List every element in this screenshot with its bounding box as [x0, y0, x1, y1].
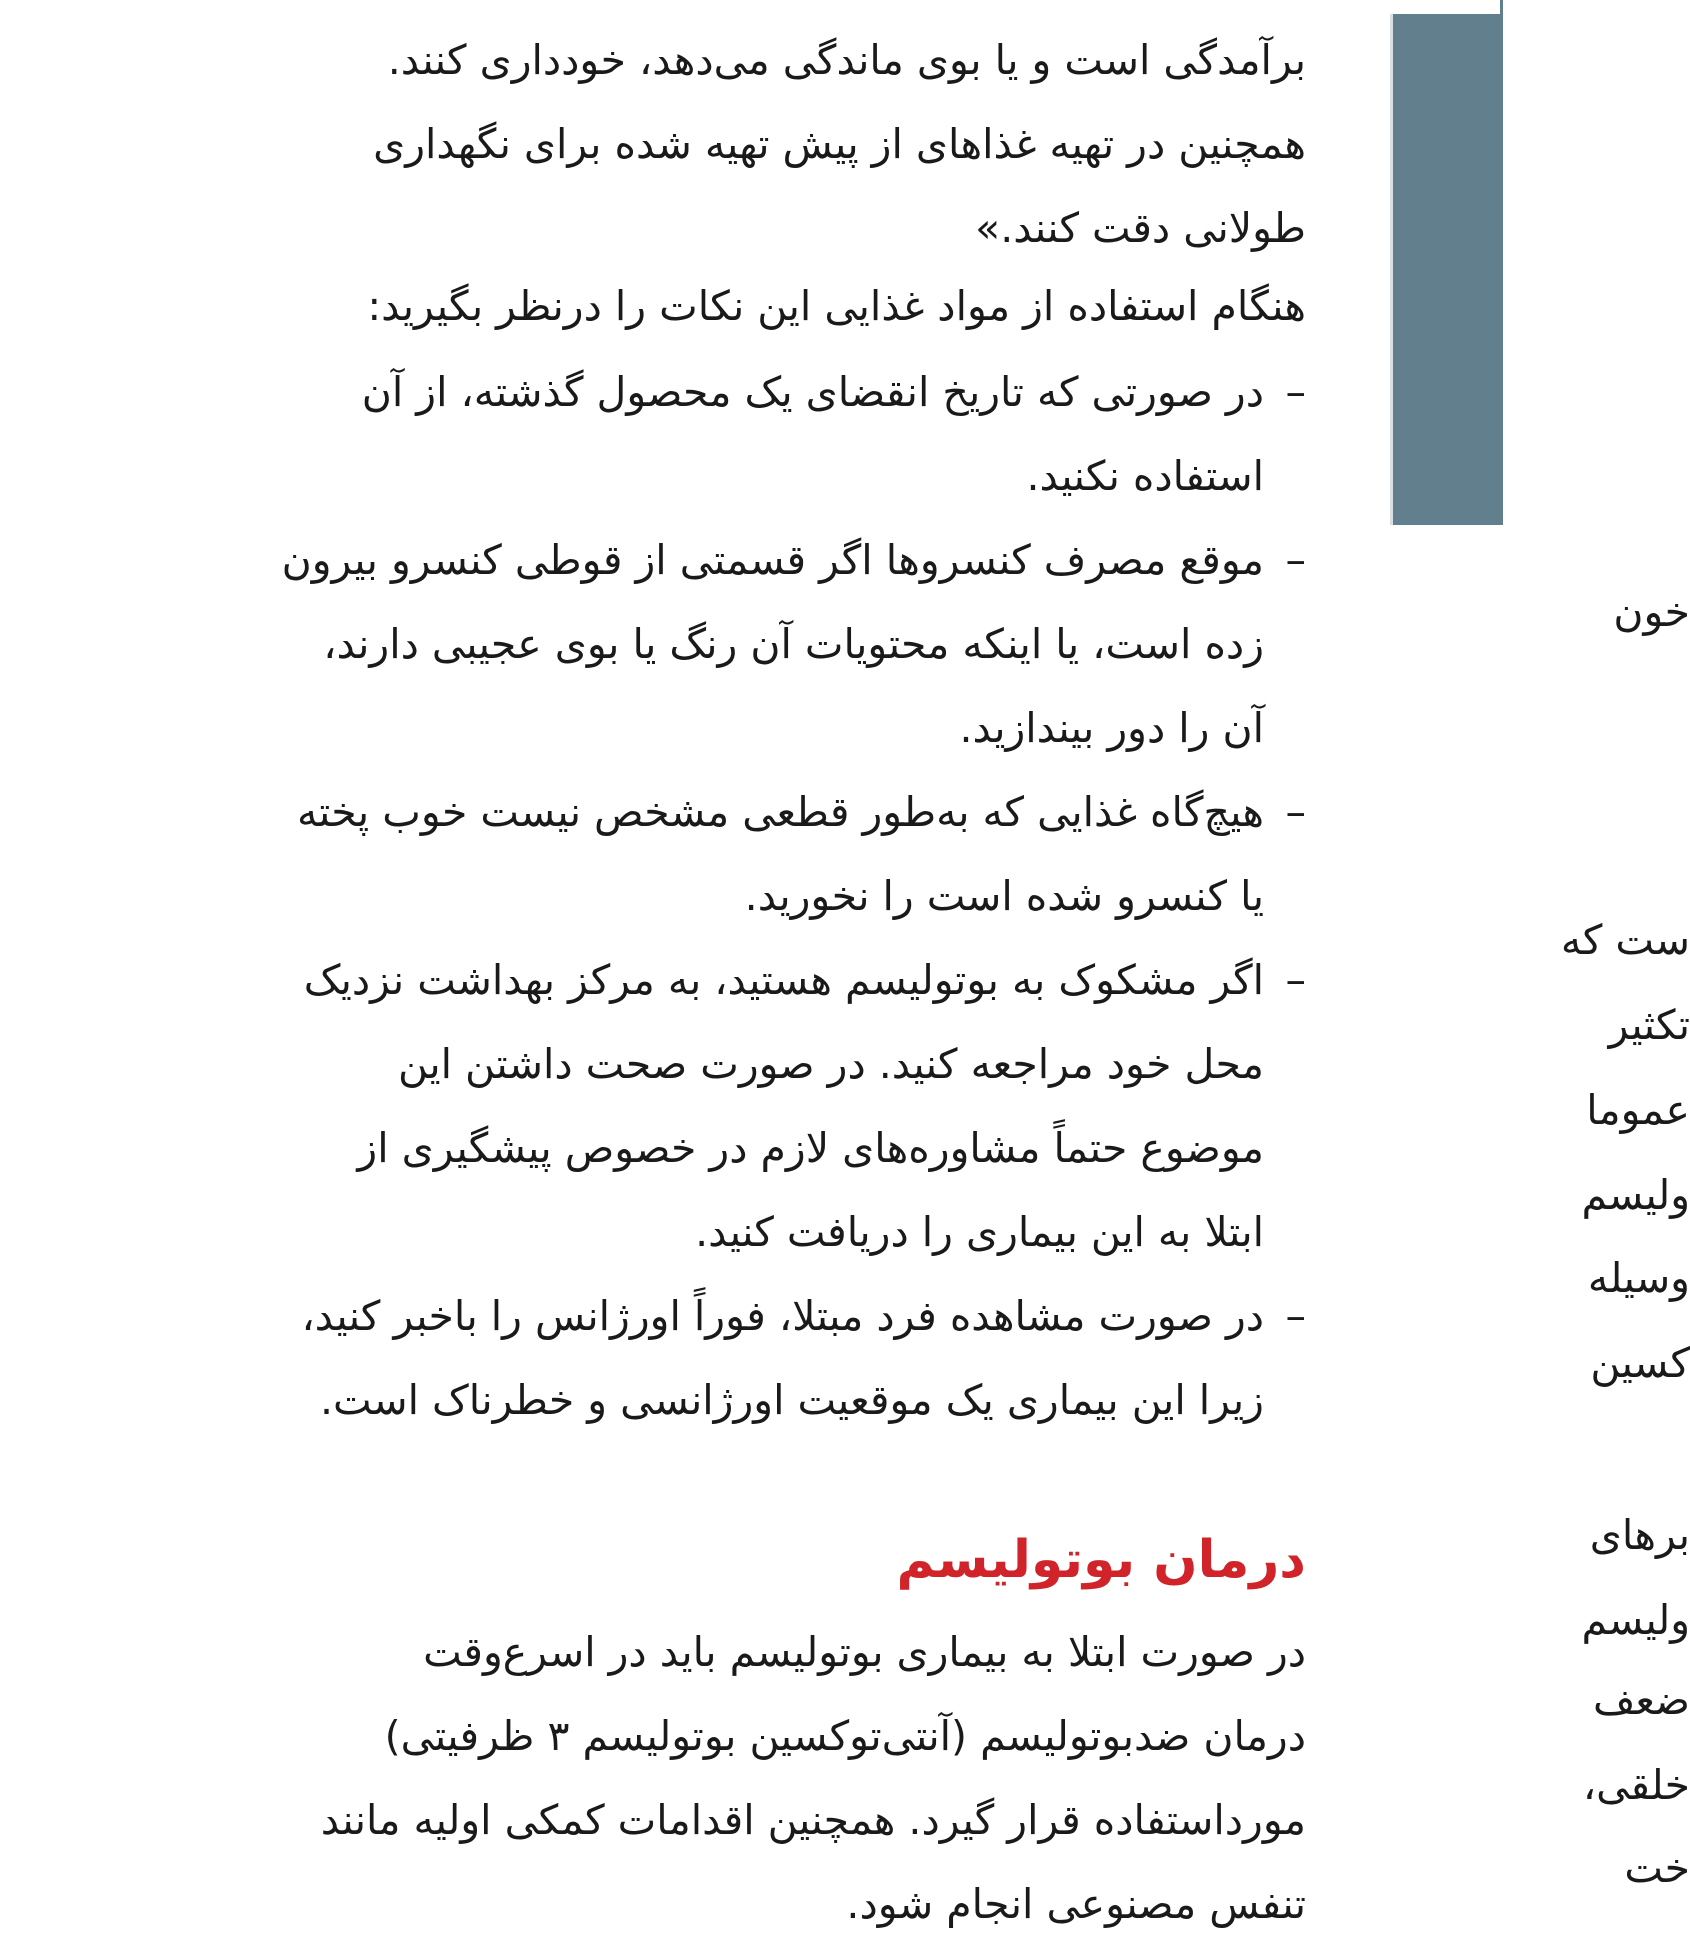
cropped-text-fragment: برهای	[1589, 1511, 1690, 1559]
cropped-text-fragment: ولیسم	[1581, 1171, 1690, 1219]
list-item	[200, 938, 1306, 1274]
list-item	[200, 350, 1306, 518]
cropped-text-fragment: تکثیر	[1608, 1001, 1690, 1049]
list-item-line: موضوع حتماً مشاوره‌های لازم در خصوص پیشگیری از	[357, 1124, 1264, 1172]
cropped-text-fragment: خون	[1613, 588, 1690, 636]
paragraph-line: طولانی دقت کنند.»	[975, 204, 1306, 252]
list-item-line: زده است، یا اینکه محتویات آن رنگ یا بوی عجیبی دارند،	[323, 620, 1264, 668]
top-paragraph	[200, 18, 1306, 270]
section-heading: درمان بوتولیسم	[896, 1530, 1306, 1590]
cropped-text-fragment: ست که	[1560, 916, 1690, 964]
cropped-text-fragment: عموما	[1586, 1086, 1690, 1134]
adjacent-column-cropped	[1390, 0, 1690, 1908]
paragraph-line: درمان ضدبوتولیسم (آنتی‌توکسین بوتولیسم ۳ ظرفیتی)	[384, 1712, 1306, 1760]
bullet-dash: –	[1285, 788, 1306, 836]
paragraph-line: همچنین در تهیه غذاهای از پیش تهیه شده برای نگهداری	[373, 120, 1306, 168]
list-item-line: موقع مصرف کنسروها اگر قسمتی از قوطی کنسرو بیرون	[281, 536, 1264, 584]
bullet-dash: –	[1285, 956, 1306, 1004]
cropped-text-fragment: خلقی،	[1582, 1761, 1690, 1809]
list-item	[200, 1274, 1306, 1442]
bullet-dash: –	[1285, 368, 1306, 416]
list-item-line: استفاده نکنید.	[1026, 452, 1264, 500]
cropped-text-fragment: خت	[1624, 1844, 1690, 1892]
list-item-line: در صورتی که تاریخ انقضای یک محصول گذشته، از آن	[361, 368, 1264, 416]
paragraph-line: در صورت ابتلا به بیماری بوتولیسم باید در اسرع‌وقت	[423, 1628, 1306, 1676]
cropped-text-fragment: ضعف	[1592, 1676, 1690, 1724]
bullet-dash: –	[1285, 1292, 1306, 1340]
list-item-line: در صورت مشاهده فرد مبتلا، فوراً اورژانس را باخبر کنید،	[301, 1292, 1264, 1340]
paragraph-line: تنفس مصنوعی انجام شود.	[846, 1880, 1306, 1928]
list-item-line: زیرا این بیماری یک موقعیت اورژانسی و خطرناک است.	[319, 1376, 1264, 1424]
page-crop-edge	[0, 0, 1500, 14]
list-item	[200, 770, 1306, 938]
paragraph-line: برآمدگی است و یا بوی ماندگی می‌دهد، خودداری کنند.	[387, 36, 1306, 84]
intro-line: هنگام استفاده از مواد غذایی این نکات را درنظر بگیرید:	[367, 282, 1306, 330]
cropped-text-fragment: کسین	[1590, 1339, 1690, 1387]
cropped-text-fragment: ولیسم	[1581, 1596, 1690, 1644]
bullet-dash: –	[1285, 536, 1306, 584]
list-item-line: ابتلا به این بیماری را دریافت کنید.	[695, 1208, 1264, 1256]
list-item-line: هیچ‌گاه غذایی که به‌طور قطعی مشخص نیست خوب پخته	[296, 788, 1264, 836]
list-item	[200, 518, 1306, 770]
cropped-text-fragment: وسیله	[1587, 1254, 1690, 1302]
list-item-line: محل خود مراجعه کنید. در صورت صحت داشتن این	[397, 1040, 1264, 1088]
tips-intro	[200, 264, 1306, 348]
treatment-paragraph	[200, 1610, 1306, 1946]
paragraph-line: مورداستفاده قرار گیرد. همچنین اقدامات کمکی اولیه مانند	[320, 1796, 1306, 1844]
list-item-line: اگر مشکوک به بوتولیسم هستید، به مرکز بهداشت نزدیک	[303, 956, 1264, 1004]
list-item-line: آن را دور بیندازید.	[959, 704, 1264, 752]
list-item-line: یا کنسرو شده است را نخورید.	[744, 872, 1264, 920]
tips-list	[200, 350, 1306, 1442]
